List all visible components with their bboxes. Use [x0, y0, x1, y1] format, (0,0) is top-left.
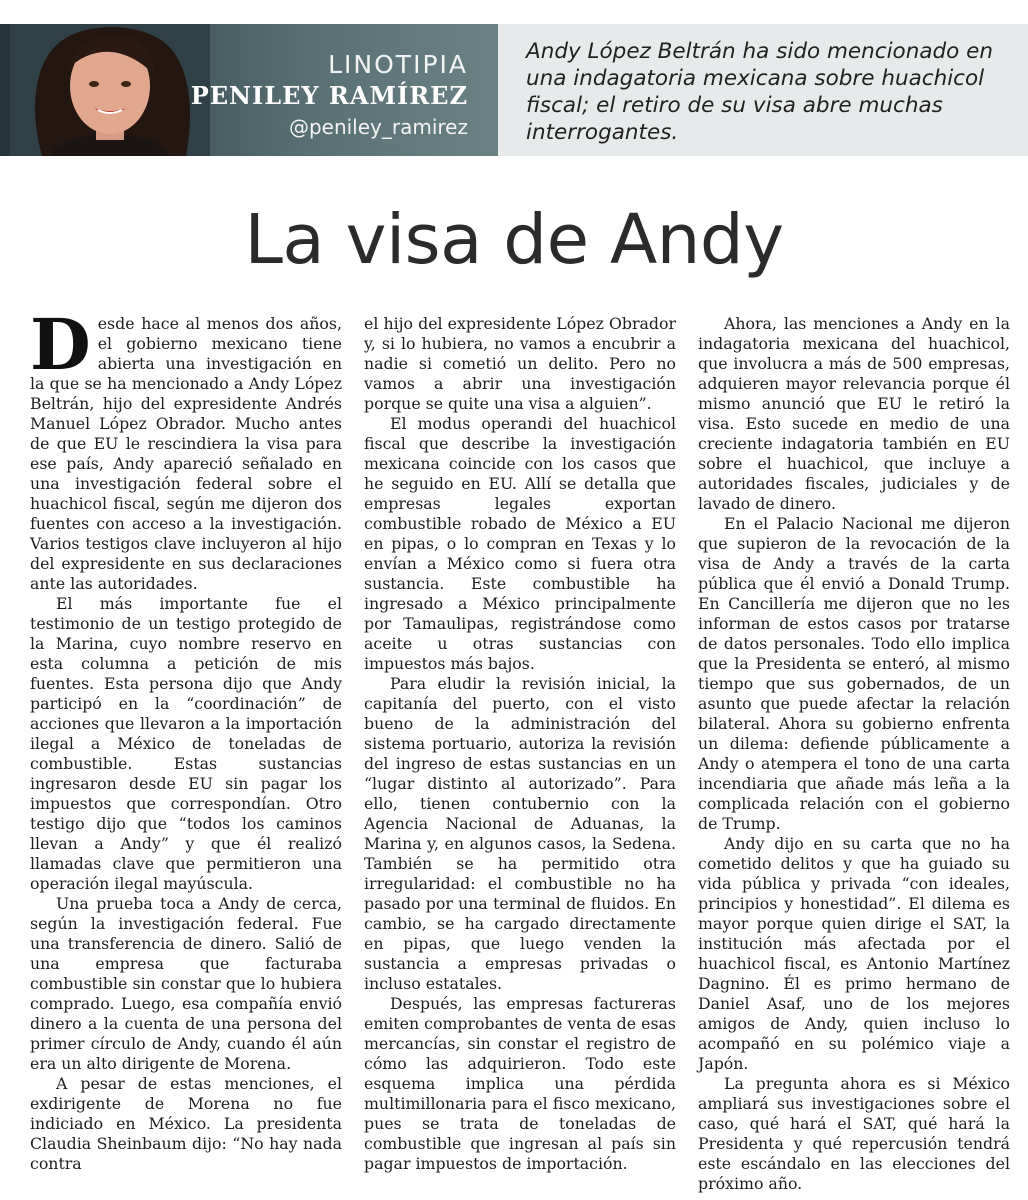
byline [191, 50, 468, 142]
article-title: La visa de Andy [244, 200, 784, 280]
section-name: LINOTIPIA [328, 50, 468, 79]
column-header [0, 24, 1028, 156]
drop-cap: D [30, 303, 91, 386]
article-body [30, 303, 1010, 1194]
paragraph: Una prueba toca a Andy de cerca, según la investigación federal. Fue una transferencia de dinero. Salió de una empresa que facturaba combustible sin constar que lo hubiera comprado. Luego, esa compañía envió dinero a la cuenta de una persona del primer círculo de Andy, cuando él aún era un alto dirigente de Morena. [30, 894, 342, 1073]
paragraph: el hijo del expresidente López Obrador y, si lo hubiera, no vamos a encubrir a nadie si cometió un delito. Pero no vamos a abrir una investigación porque se quite una visa a alguien”. [364, 314, 676, 413]
paragraph: El más importante fue el testimonio de un testigo protegido de la Marina, cuyo nombre reservo en esta columna a petición de mis fuentes. Esta persona dijo que Andy participó en la “coordinación” de acciones que llevaron a la importación ilegal a México de toneladas de combustible. Estas sustancias ingresaron desde EU sin pagar los impuestos que correspondían. Otro testigo dijo que “todos los caminos llevan a Andy” y que él realizó llamadas clave que permitieron una operación ilegal mayúscula. [30, 594, 342, 893]
paragraph: Para eludir la revisión inicial, la capitanía del puerto, con el visto bueno de la administración del sistema portuario, autoriza la revisión del ingreso de estas sustancias en un “lugar distinto al autorizado”. Para ello, tienen contubernio con la Agencia Nacional de Aduanas, la Marina y, en algunos casos, la Sedena. También se ha permitido otra irregularidad: el combustible no ha pasado por una terminal de fluidos. En cambio, se ha cargado directamente en pipas, que luego venden la sustancia a empresas privadas o incluso estatales. [364, 674, 676, 993]
author-handle: @peniley_ramirez [288, 115, 468, 139]
author-portrait [10, 24, 210, 156]
author-name: PENILEY RAMÍREZ [190, 81, 468, 110]
author-banner [0, 24, 498, 156]
paragraph: En el Palacio Nacional me dijeron que supieron de la revocación de la visa de Andy a través de la carta pública que él envió a Donald Trump. En Cancillería me dijeron que no les informan de estos casos por tratarse de datos personales. Todo ello implica que la Presidenta se enteró, al mismo tiempo que sus gobernados, de un asunto que puede afectar la relación bilateral. Ahora su gobierno enfrenta un dilema: defiende públicamente a Andy o atempera el tono de una carta incendiaria que añade más leña a la complicada relación con el gobierno de Trump. [698, 514, 1010, 833]
paragraph: Andy dijo en su carta que no ha cometido delitos y que ha guiado su vida pública y privada “con ideales, principios y honestidad”. El dilema es mayor porque quien dirige el SAT, la institución más afectada por el huachicol fiscal, es Antonio Martínez Dagnino. Él es primo hermano de Daniel Asaf, uno de los mejores amigos de Andy, quien incluso lo acompañó en su polémico viaje a Japón. [698, 834, 1010, 1073]
paragraph: El modus operandi del huachicol fiscal que describe la investigación mexicana coincide con los casos que he seguido en EU. Allí se detalla que empresas legales exportan combustible robado de México a EU en pipas, o lo compran en Texas y lo envían a México como si fuera otra sustancia. Este combustible ha ingresado a México principalmente por Tamaulipas, registrándose como aceite u otras sustancias con impuestos más bajos. [364, 414, 676, 673]
paragraph [30, 303, 342, 594]
paragraph: La pregunta ahora es si México ampliará sus investigaciones sobre el caso, qué hará el SAT, qué hará la Presidenta y qué repercusión tendrá este escándalo en las elecciones del próximo año. [698, 1074, 1010, 1193]
paragraph-text: esde hace al menos dos años, el gobierno mexicano tiene abierta una investigación en la que se ha mencionado a Andy López Beltrán, hijo del expresidente Andrés Manuel López Obrador. Mucho antes de que EU le rescindiera la visa para ese país, Andy apareció señalado en una investigación federal sobre el huachicol fiscal, según me dijeron dos fuentes con acceso a la investigación. Varios testigos clave incluyeron al hijo del expresidente en sus declaraciones ante las autoridades. [30, 314, 342, 593]
text-column-2 [364, 314, 676, 1194]
column-summary: Andy López Beltrán ha sido mencionado en una indagatoria mexicana sobre huachicol fiscal; el retiro de su visa abre muchas interrogantes. [498, 24, 1028, 156]
paragraph: Ahora, las menciones a Andy en la indagatoria mexicana del huachicol, que involucra a más de 500 empresas, adquieren mayor relevancia porque él mismo anunció que EU le retiró la visa. Esto sucede en medio de una creciente indagatoria también en EU sobre el huachicol, que incluye a autoridades fiscales, judiciales y de lavado de dinero. [698, 314, 1010, 513]
text-column-1 [30, 303, 342, 1194]
text-column-3 [698, 314, 1010, 1194]
paragraph: Después, las empresas factureras emiten comprobantes de venta de esas mercancías, sin constar el registro de cómo las adquirieron. Todo este esquema implica una pérdida multimillonaria para el fisco mexicano, pues se trata de toneladas de combustible que ingresan al país sin pagar impuestos de importación. [364, 994, 676, 1173]
paragraph: A pesar de estas menciones, el exdirigente de Morena no fue indiciado en México. La presidenta Claudia Sheinbaum dijo: “No hay nada contra [30, 1074, 342, 1173]
